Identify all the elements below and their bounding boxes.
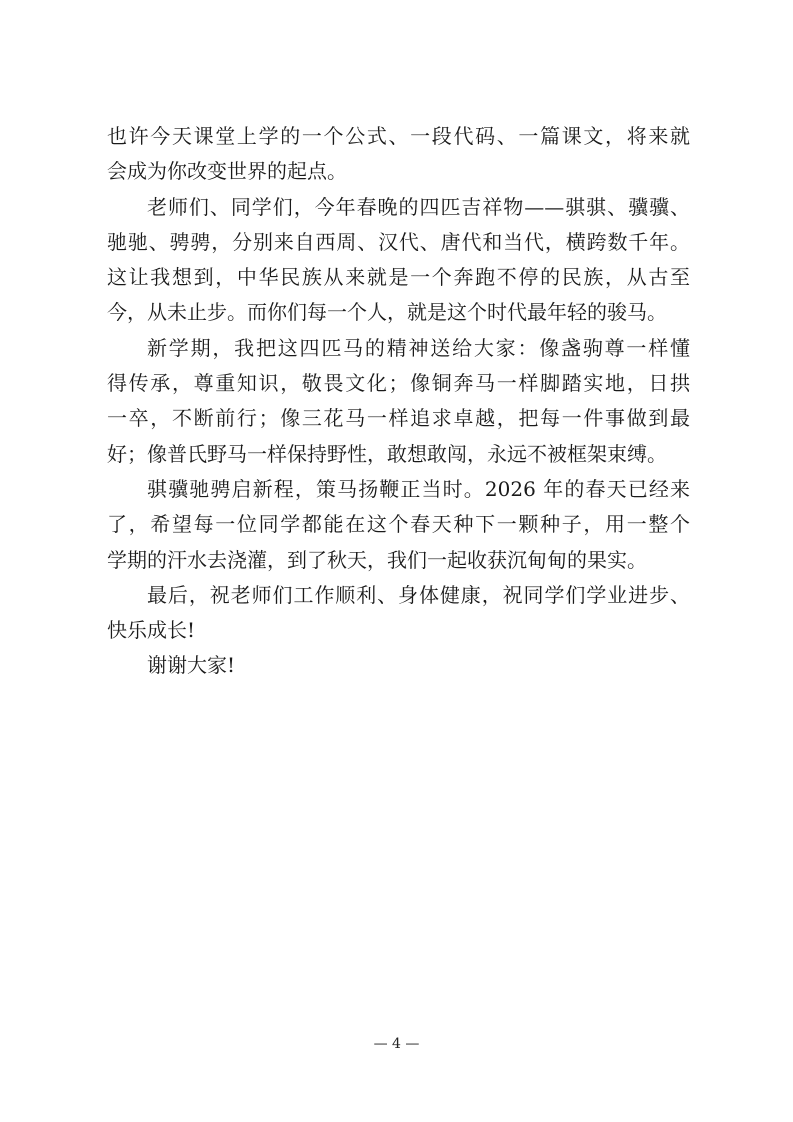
page-number: — 4 — <box>373 1036 420 1052</box>
paragraph-1-line-2: 会成为你改变世界的起点。 <box>107 159 347 184</box>
paragraph-4-line-2: 了，希望每一位同学都能在这个春天种下一颗种子，用一整个 <box>107 512 690 537</box>
paragraph-2-line-4: 今，从未止步。而你们每一个人，就是这个时代最年轻的骏马。 <box>107 300 667 325</box>
paragraph-6-line-1: 谢谢大家! <box>147 653 236 678</box>
body-text <box>107 119 690 684</box>
paragraph-1-line-1: 也许今天课堂上学的一个公式、一段代码、一篇课文，将来就 <box>107 124 690 148</box>
paragraph-4-line-1: 骐骥驰骋启新程，策马扬鞭正当时。2026 年的春天已经来 <box>147 476 690 501</box>
paragraph-3-line-4: 好；像普氏野马一样保持野性，敢想敢闯，永远不被框架束缚。 <box>107 441 667 466</box>
paragraph-2-line-3: 这让我想到，中华民族从来就是一个奔跑不停的民族，从古至 <box>107 265 690 290</box>
paragraph-2-line-1: 老师们、同学们，今年春晚的四匹吉祥物——骐骐、骥骥、 <box>147 194 690 219</box>
paragraph-3-line-1: 新学期，我把这四匹马的精神送给大家：像盏驹尊一样懂 <box>147 335 690 360</box>
paragraph-3-line-2: 得传承，尊重知识，敬畏文化；像铜奔马一样脚踏实地，日拱 <box>107 371 690 396</box>
paragraph-4-line-3: 学期的汗水去浇灌，到了秋天，我们一起收获沉甸甸的果实。 <box>107 547 647 572</box>
paragraph-5-line-2: 快乐成长! <box>107 618 196 643</box>
paragraph-3-line-3: 一卒，不断前行；像三花马一样追求卓越，把每一件事做到最 <box>107 406 690 431</box>
paragraph-5-line-1: 最后，祝老师们工作顺利、身体健康，祝同学们学业进步、 <box>147 582 690 607</box>
paragraph-2-line-2: 驰驰、骋骋，分别来自西周、汉代、唐代和当代，横跨数千年。 <box>107 229 690 254</box>
